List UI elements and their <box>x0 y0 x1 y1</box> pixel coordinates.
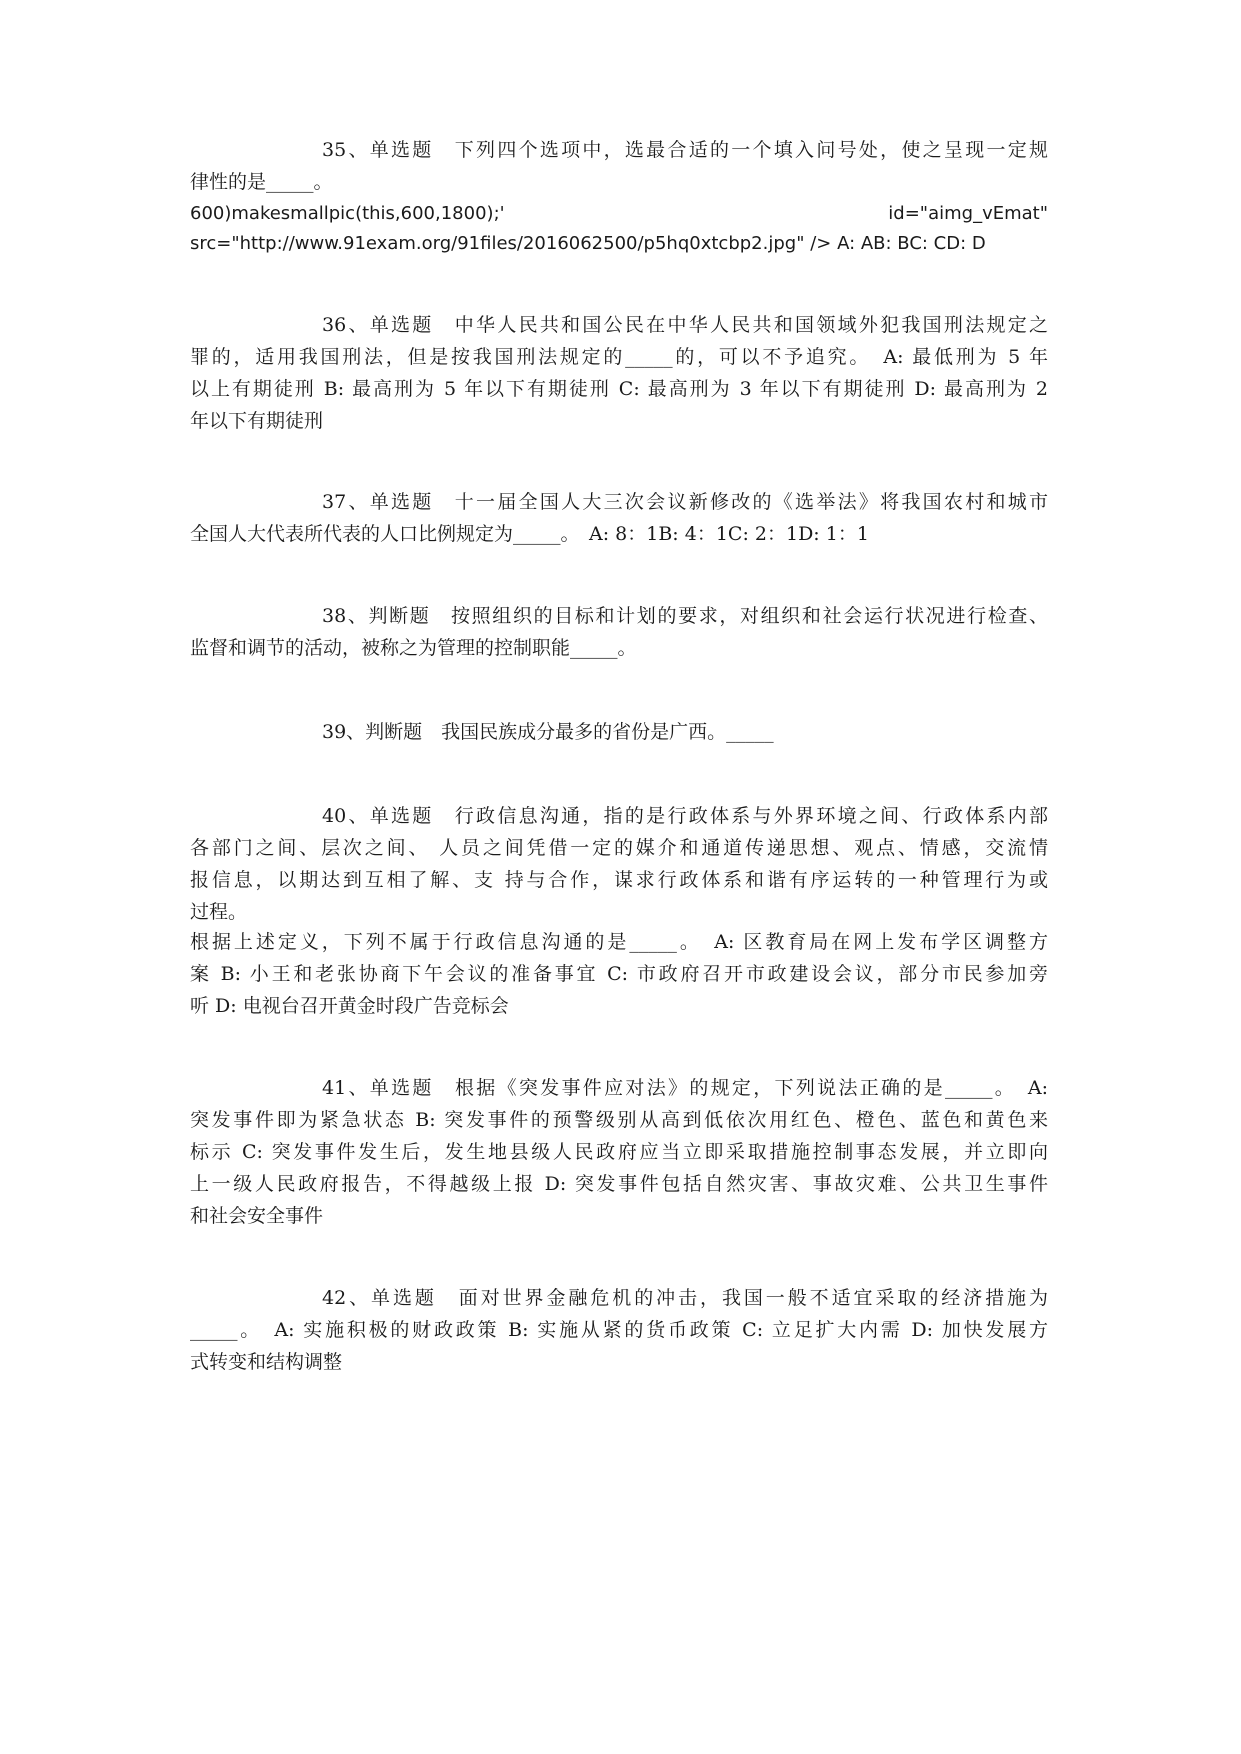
question-text-line: 监督和调节的活动，被称之为管理的控制职能_____。 <box>190 637 637 659</box>
question-text-line: 年以下有期徒刑 <box>190 410 324 432</box>
question-text-line: 案 B: 小王和老张协商下午会议的准备事宜 C: 市政府召开市政建设会议，部分市民参加旁 <box>190 963 1048 985</box>
question-text-line: 36、单选题 中华人民共和国公民在中华人民共和国领域外犯我国刑法规定之 <box>322 314 1048 336</box>
question-text-line: 和社会安全事件 <box>190 1205 324 1227</box>
question-text-line: 突发事件即为紧急状态 B: 突发事件的预警级别从高到低依次用红色、橙色、蓝色和黄色来 <box>190 1109 1048 1131</box>
question-text-line: src="http://www.91exam.org/91files/2016062500/p5hq0xtcbp2.jpg" /> A: AB: BC: CD: D <box>190 233 986 254</box>
question-text-line: 以上有期徒刑 B: 最高刑为 5 年以下有期徒刑 C: 最高刑为 3 年以下有期徒刑 D: 最高刑为 2 <box>190 378 1048 400</box>
question-text-line: 式转变和结构调整 <box>190 1351 343 1373</box>
question-text-line: 600)makesmallpic(this,600,1800);' id="aimg_vEmat" <box>190 203 1048 224</box>
question-text-line: 标示 C: 突发事件发生后，发生地县级人民政府应当立即采取措施控制事态发展，并立即向 <box>190 1141 1048 1163</box>
question-text-line: 42、单选题 面对世界金融危机的冲击，我国一般不适宜采取的经济措施为 <box>322 1287 1048 1309</box>
question-text-line: 罪的，适用我国刑法，但是按我国刑法规定的_____的，可以不予追究。 A: 最低刑为 5 年 <box>190 346 1048 368</box>
question-text-line: 根据上述定义，下列不属于行政信息沟通的是_____。 A: 区教育局在网上发布学区调整方 <box>190 931 1048 953</box>
question-text-line: _____。 A: 实施积极的财政政策 B: 实施从紧的货币政策 C: 立足扩大内需 D: 加快发展方 <box>190 1319 1048 1341</box>
question-text-line: 律性的是_____。 <box>190 171 333 193</box>
question-text-line: 听 D: 电视台召开黄金时段广告竞标会 <box>190 995 509 1017</box>
question-text-line: 过程。 <box>190 901 248 923</box>
question-text-line: 39、判断题 我国民族成分最多的省份是广西。_____ <box>322 721 774 743</box>
question-text-line: 35、单选题 下列四个选项中，选最合适的一个填入问号处，使之呈现一定规 <box>322 139 1048 161</box>
question-text-line: 41、单选题 根据《突发事件应对法》的规定，下列说法正确的是_____。 A: <box>322 1077 1048 1099</box>
question-text-line: 上一级人民政府报告，不得越级上报 D: 突发事件包括自然灾害、事故灾难、公共卫生事件 <box>190 1173 1048 1195</box>
question-text-line: 40、单选题 行政信息沟通，指的是行政体系与外界环境之间、行政体系内部 <box>322 805 1048 827</box>
question-text-line: 38、判断题 按照组织的目标和计划的要求，对组织和社会运行状况进行检查、 <box>322 605 1048 627</box>
question-text-line: 全国人大代表所代表的人口比例规定为_____。 A: 8：1B: 4：1C: 2：1D: 1：1 <box>190 523 869 545</box>
question-text-line: 报信息，以期达到互相了解、支 持与合作，谋求行政体系和谐有序运转的一种管理行为或 <box>190 869 1048 891</box>
question-text-line: 37、单选题 十一届全国人大三次会议新修改的《选举法》将我国农村和城市 <box>322 491 1048 513</box>
question-text-line: 各部门之间、层次之间、 人员之间凭借一定的媒介和通道传递思想、观点、情感，交流情 <box>190 837 1048 859</box>
